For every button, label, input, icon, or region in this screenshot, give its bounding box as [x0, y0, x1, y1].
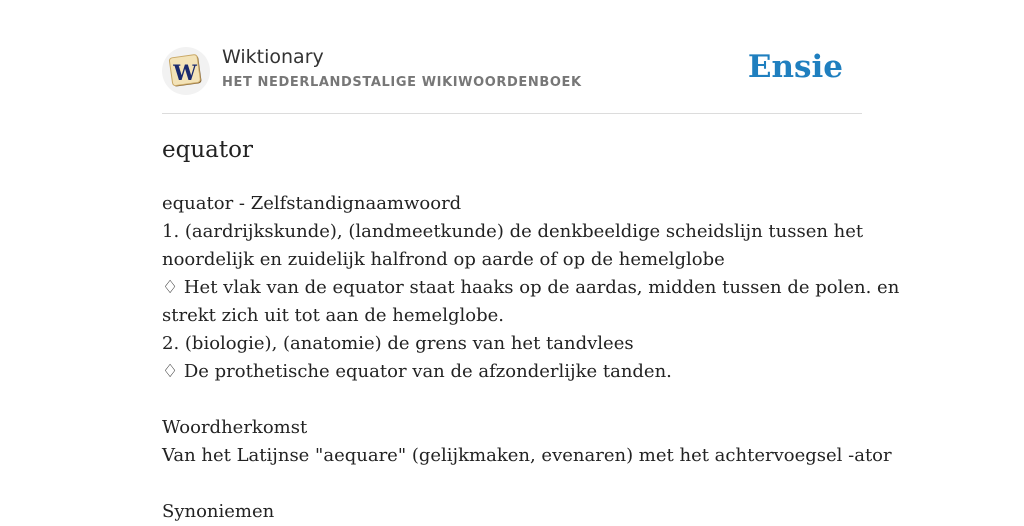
- site-header: [162, 0, 862, 114]
- spacer: [162, 386, 862, 414]
- entry-line-definition-1-cont: noordelijk en zuidelijk halfrond op aarde of op de hemelglobe: [162, 249, 725, 270]
- entry-line-definition-2: 2. (biologie), (anatomie) de grens van het tandvlees: [162, 333, 634, 354]
- entry-line-example-1-cont: strekt zich uit tot aan de hemelglobe.: [162, 305, 504, 326]
- site-tagline: HET NEDERLANDSTALIGE WIKIWOORDENBOEK: [222, 75, 582, 90]
- entry-line-definition-1: 1. (aardrijkskunde), (landmeetkunde) de denkbeeldige scheidslijn tussen het: [162, 221, 864, 242]
- etymology-text: Van het Latijnse "aequare" (gelijkmaken, evenaren) met het achtervoegsel -ator: [162, 445, 892, 466]
- wiktionary-logo-icon[interactable]: [162, 47, 210, 95]
- spacer: [162, 470, 862, 498]
- synonyms-heading: Synoniemen: [162, 501, 275, 522]
- etymology-heading: Woordherkomst: [162, 417, 308, 438]
- svg-text:W: W: [173, 60, 197, 85]
- page-container: [162, 0, 900, 522]
- entry-line-example-2: ♢ De prothetische equator van de afzonderlijke tanden.: [162, 361, 672, 382]
- site-name[interactable]: Wiktionary: [222, 46, 324, 68]
- entry-title: equator: [162, 137, 253, 163]
- entry-content: [162, 190, 900, 526]
- entry-line-word-class: equator - Zelfstandignaamwoord: [162, 193, 462, 214]
- ensie-brand-link[interactable]: Ensie: [747, 49, 843, 85]
- entry-line-example-1: ♢ Het vlak van de equator staat haaks op de aardas, midden tussen de polen. en: [162, 277, 900, 298]
